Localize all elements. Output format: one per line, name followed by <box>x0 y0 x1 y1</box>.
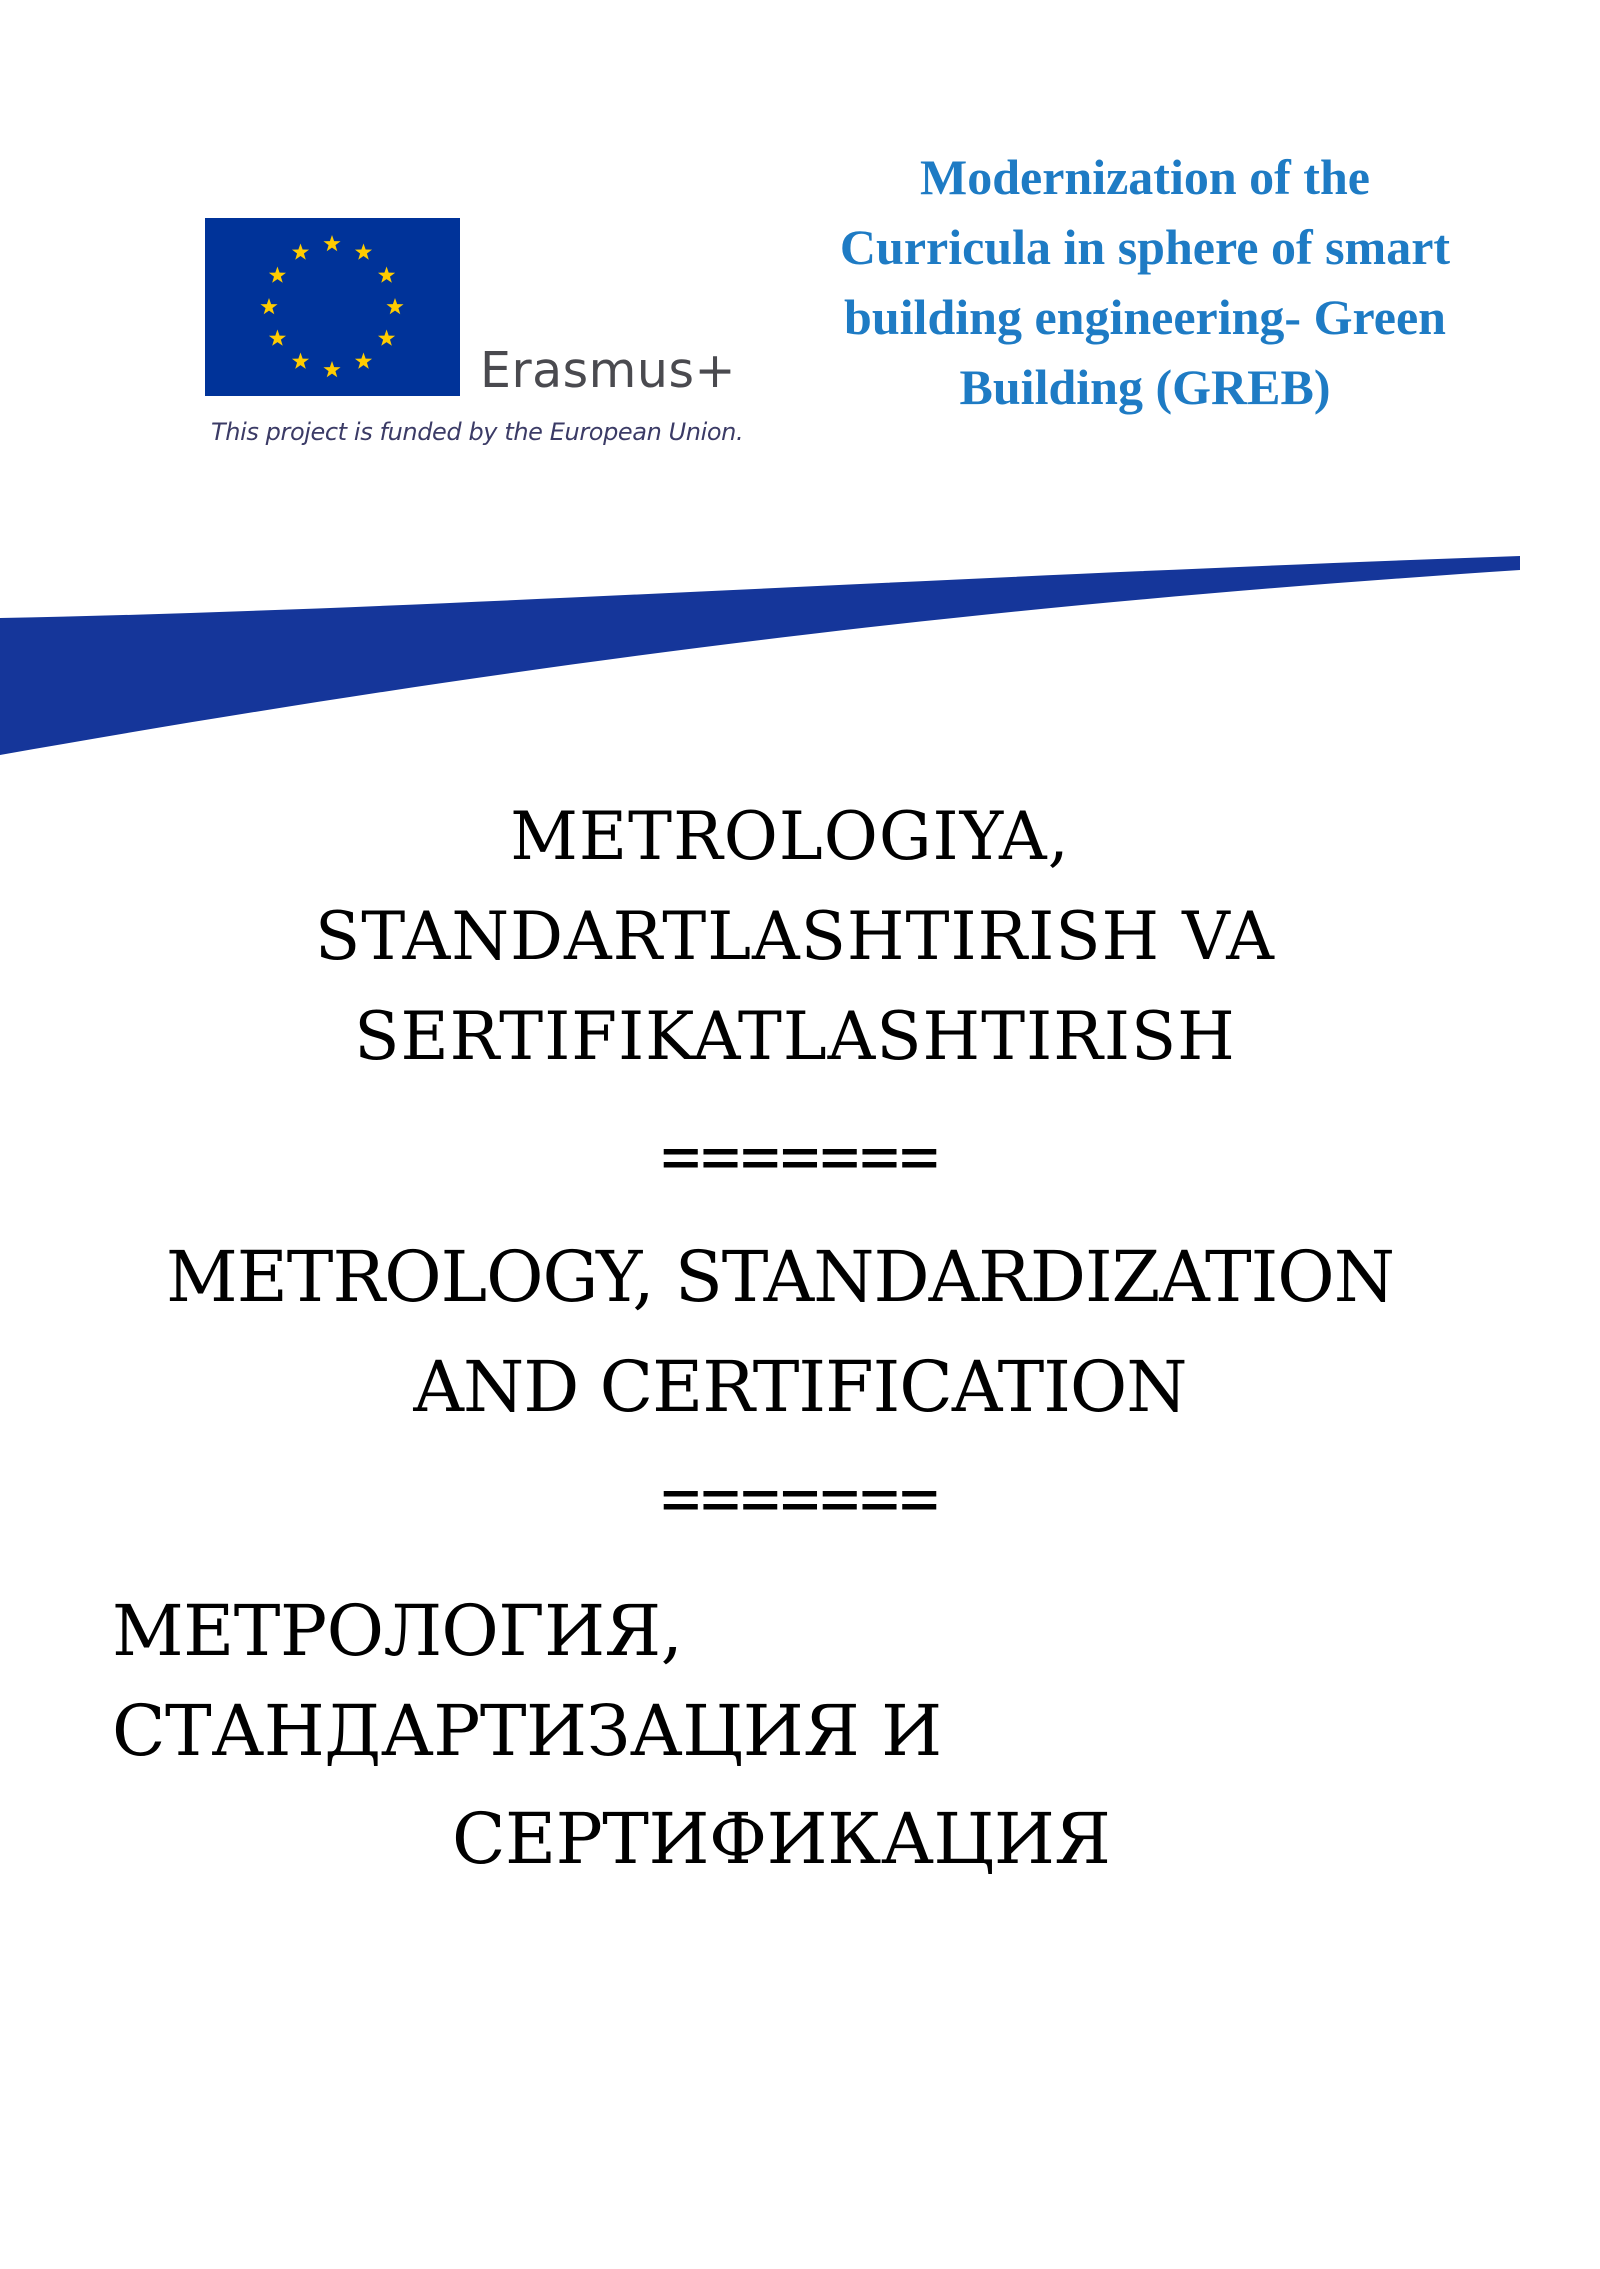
title-english-line-1: METROLOGY, STANDARDIZATION <box>166 1236 1394 1318</box>
funding-note: This project is funded by the European Union. <box>211 418 744 446</box>
erasmus-logo <box>205 218 765 468</box>
separator-2: ======= <box>660 1460 940 1537</box>
title-russian-line-2: СТАНДАРТИЗАЦИЯ И <box>112 1690 942 1772</box>
separator-1: ======= <box>660 1118 940 1195</box>
project-title: Modernization of the Curricula in sphere of smart building engineering- Green Building (GREB) <box>839 149 1451 415</box>
title-uzbek-line-2: STANDARTLASHTIRISH VA <box>315 898 1275 975</box>
decorative-wave <box>0 470 1520 770</box>
title-english-line-2: AND CERTIFICATION <box>413 1346 1187 1428</box>
title-uzbek-line-1: METROLOGIYA, <box>510 798 1070 875</box>
title-russian-line-3: СЕРТИФИКАЦИЯ <box>452 1798 1111 1880</box>
title-uzbek-line-3: SERTIFIKATLASHTIRISH <box>354 998 1236 1075</box>
wave-band <box>0 556 1520 755</box>
title-russian-line-1: МЕТРОЛОГИЯ, <box>112 1590 683 1672</box>
erasmus-wordmark: Erasmus+ <box>480 342 737 399</box>
eu-flag-icon <box>205 218 460 396</box>
